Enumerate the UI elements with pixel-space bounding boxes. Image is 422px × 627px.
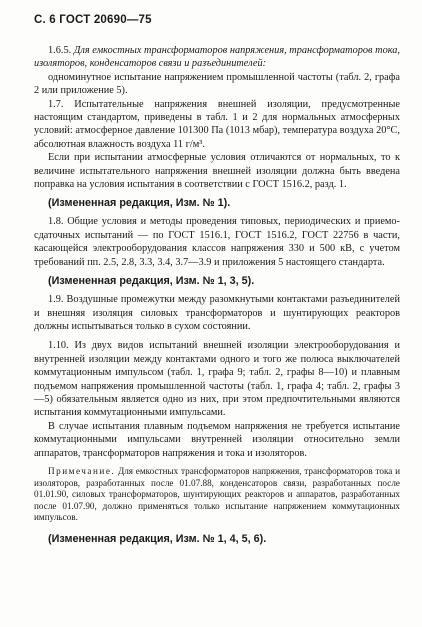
section-1-7-continuation: Если при испытании атмосферные условия отличаются от нормальных, то к величине испытательного напряжения внешней изоляции должна быть введена поправка на условия испытания в соответствии с ГОСТ 1516.2, разд. 1. (34, 152, 400, 191)
section-1-6-5-text: одноминутное испытание напряжением промышленной частоты (табл. 2, графа 2 или приложение 5). (34, 71, 400, 97)
section-1-7: 1.7. Испытательные напряжения внешней изоляции, предусмотренные настоящим стандартом, приведены в табл. 1 и 2 для нормальных атмосферных условий: атмосферное давление 101300 Па (1013 мбар), температура воздуха 20°С, абсолютная влажность воздуха 11 г/м³. (34, 98, 400, 150)
amendment-note-1: (Измененная редакция, Изм. № 1). (48, 197, 231, 210)
section-1-10: 1.10. Из двух видов испытаний внешней изоляции электрооборудования и внутренней изоляции между контактами одного и того же полюса выключателей коммутационным импульсом (табл. 1, графа 9; табл. 2, графы 8—10) и плавным подъемом напряжения промышленной частоты (табл. 1, графа 4; табл. 2, графы 3—5) обязательным является одно из них, при этом предпочтительными являются испытания коммутационными импульсами. (34, 340, 400, 419)
section-1-9: 1.9. Воздушные промежутки между разомкнутыми контактами разъединителей и внешняя изоляция силовых трансформаторов и шунтирующих реакторов должны испытываться только в сухом состоянии. (34, 294, 400, 332)
page-header: С. 6 ГОСТ 20690—75 (34, 14, 152, 26)
footnote (34, 466, 400, 524)
section-1-6-5-italic: Для емкостных трансформаторов напряжения, трансформаторов тока, изоляторов, конденсаторов связи и разъединителей: (34, 45, 400, 70)
amendment-note-2: (Измененная редакция, Изм. № 1, 3, 5). (48, 275, 255, 288)
footnote-text: Для емкостных трансформаторов напряжения, трансформаторов тока и изоляторов, разработанных после 01.07.88, конденсаторов связи, разработанных после 01.01.90, силовых трансформаторов, шунтирующих реакторов и аппаратов, разработанных после 01.07.90, должно применяться только испытание напряжением коммутационных импульсов. (34, 465, 400, 523)
section-1-6-5 (34, 44, 400, 71)
section-1-8: 1.8. Общие условия и методы проведения типовых, периодических и приемо-сдаточных испытаний — по ГОСТ 1516.1, ГОСТ 1516.2, ГОСТ 22756 в части, касающейся электрооборудования классов напряжения 330 и 500 кВ, с учетом требований пп. 2.5, 2.8, 3.3, 3.4, 3.7—3.9 и приложения 5 настоящего стандарта. (34, 216, 400, 268)
amendment-note-3: (Измененная редакция, Изм. № 1, 4, 5, 6). (48, 532, 267, 545)
section-1-10-continuation: В случае испытания плавным подъемом напряжения не требуется испытание коммутационными импульсами внутренней изоляции относительно земли аппаратов, трансформаторов напряжения и тока и изоляторов. (34, 420, 400, 459)
section-1-6-5-number: 1.6.5. (48, 45, 72, 56)
footnote-label: Примечание. (48, 465, 116, 476)
